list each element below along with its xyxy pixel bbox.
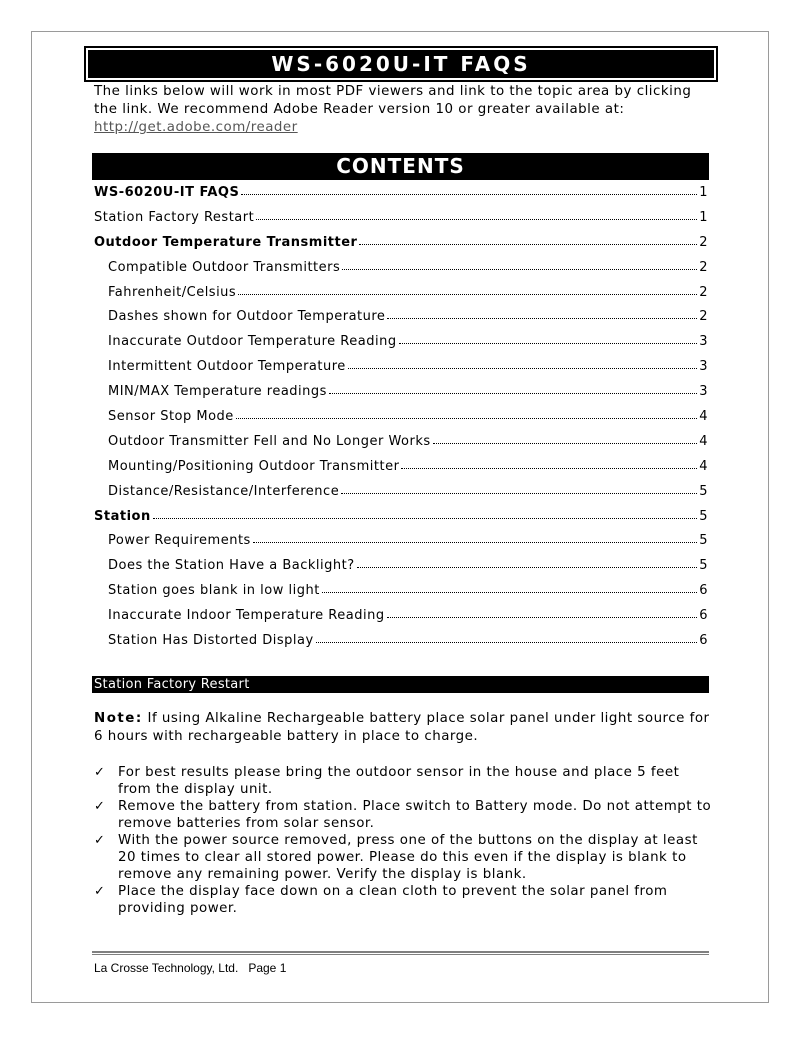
contents-heading: CONTENTS [92, 153, 709, 180]
toc-entry-title: Station goes blank in low light [108, 583, 320, 599]
toc-entry[interactable] [94, 554, 708, 579]
toc-dot-leader [316, 633, 698, 643]
toc-entry-page: 6 [699, 583, 708, 599]
toc-entry-title: Station Has Distorted Display [108, 633, 314, 649]
toc-dot-leader [399, 334, 698, 344]
footer-divider [92, 951, 709, 955]
checkmark-icon: ✓ [94, 884, 106, 899]
checkmark-icon: ✓ [94, 799, 106, 814]
checkmark-icon: ✓ [94, 833, 106, 848]
checkmark-icon: ✓ [94, 765, 106, 780]
toc-entry-title: Sensor Stop Mode [108, 409, 234, 425]
toc-entry[interactable] [94, 480, 708, 505]
toc-entry[interactable] [94, 604, 708, 629]
toc-entry-title: Outdoor Temperature Transmitter [94, 234, 358, 250]
toc-entry-page: 1 [699, 185, 708, 200]
toc-entry-page: 5 [699, 508, 708, 524]
toc-entry-page: 6 [699, 633, 708, 649]
toc-entry[interactable] [94, 281, 708, 306]
step-text: Remove the battery from station. Place switch to Battery mode. Do not attempt to remove batteries from solar sensor. [118, 799, 712, 831]
document-title-box [84, 46, 718, 82]
toc-entry-page: 3 [699, 334, 708, 350]
footer-page-number: Page 1 [248, 961, 287, 975]
toc-entry-title: Inaccurate Outdoor Temperature Reading [108, 334, 397, 350]
toc-entry[interactable] [94, 505, 708, 530]
toc-entry-title: Outdoor Transmitter Fell and No Longer Works [108, 433, 431, 449]
note-label: Note: [94, 711, 143, 726]
toc-dot-leader [256, 210, 697, 220]
toc-entry[interactable] [94, 181, 708, 206]
toc-entry-title: Mounting/Positioning Outdoor Transmitter [108, 458, 400, 474]
toc-entry[interactable] [94, 231, 708, 256]
toc-entry-page: 2 [699, 234, 708, 250]
toc-entry-page: 2 [699, 259, 708, 275]
toc-entry[interactable] [94, 579, 708, 604]
step-text: Place the display face down on a clean cloth to prevent the solar panel from providing power. [118, 884, 668, 916]
toc-entry-page: 6 [699, 608, 708, 624]
note-paragraph [94, 710, 712, 746]
note-text: If using Alkaline Rechargeable battery place solar panel under light source for 6 hours with rechargeable battery in place to charge. [94, 711, 710, 744]
list-item [94, 883, 712, 917]
toc-entry-page: 4 [699, 433, 708, 449]
document-title: WS-6020U-IT FAQS [88, 50, 714, 78]
toc-entry[interactable] [94, 355, 708, 380]
toc-entry-title: Intermittent Outdoor Temperature [108, 359, 346, 375]
step-text: For best results please bring the outdoor sensor in the house and place 5 feet from the display unit. [118, 765, 680, 797]
toc-entry-page: 3 [699, 359, 708, 375]
toc-entry-title: WS-6020U-IT FAQS [94, 185, 240, 200]
toc-entry[interactable] [94, 330, 708, 355]
toc-dot-leader [329, 384, 697, 394]
toc-dot-leader [357, 558, 698, 568]
toc-entry[interactable] [94, 305, 708, 330]
toc-entry[interactable] [94, 529, 708, 554]
toc-dot-leader [241, 185, 697, 195]
restart-steps-list [94, 764, 712, 917]
toc-entry-title: Fahrenheit/Celsius [108, 284, 237, 300]
toc-entry-title: Does the Station Have a Backlight? [108, 558, 355, 574]
toc-entry[interactable] [94, 256, 708, 281]
toc-entry[interactable] [94, 629, 708, 654]
toc-entry-page: 4 [699, 458, 708, 474]
toc-entry[interactable] [94, 430, 708, 455]
toc-entry-title: Compatible Outdoor Transmitters [108, 259, 341, 275]
toc-dot-leader [341, 484, 697, 494]
toc-entry-title: Station [94, 508, 151, 524]
toc-entry[interactable] [94, 405, 708, 430]
toc-entry-page: 1 [699, 209, 708, 225]
toc-entry-page: 5 [699, 533, 708, 549]
intro-text: The links below will work in most PDF viewers and link to the topic area by clicking the link. We recommend Adobe Reader version 10 or greater available at: [94, 84, 692, 117]
toc-entry-title: Inaccurate Indoor Temperature Reading [108, 608, 385, 624]
toc-dot-leader [433, 434, 698, 444]
toc-entry-title: Distance/Resistance/Interference [108, 483, 340, 499]
toc-entry-page: 3 [699, 384, 708, 400]
toc-entry-title: Power Requirements [108, 533, 251, 549]
footer [94, 960, 286, 976]
toc-entry-page: 5 [699, 558, 708, 574]
toc-dot-leader [359, 235, 697, 245]
toc-dot-leader [236, 409, 697, 419]
list-item [94, 764, 712, 798]
toc-dot-leader [387, 608, 698, 618]
step-text: With the power source removed, press one of the buttons on the display at least 20 times to clear all stored power. Please do this even if the display is blank to remove any remaining power. Verify the display is blank. [118, 833, 698, 882]
toc-entry-title: MIN/MAX Temperature readings [108, 384, 327, 400]
intro-paragraph [94, 83, 714, 137]
toc-entry-page: 2 [699, 309, 708, 325]
toc-dot-leader [342, 260, 697, 270]
table-of-contents [94, 181, 708, 654]
toc-dot-leader [322, 583, 697, 593]
toc-dot-leader [387, 309, 697, 319]
toc-dot-leader [401, 459, 697, 469]
section-heading-station-factory-restart: Station Factory Restart [92, 676, 709, 693]
toc-entry-page: 4 [699, 409, 708, 425]
toc-dot-leader [238, 285, 697, 295]
footer-company: La Crosse Technology, Ltd. [94, 961, 239, 975]
toc-dot-leader [348, 359, 697, 369]
toc-entry-page: 5 [699, 483, 708, 499]
toc-entry[interactable] [94, 206, 708, 231]
toc-dot-leader [253, 533, 697, 543]
list-item [94, 832, 712, 883]
toc-dot-leader [153, 509, 698, 519]
toc-entry-page: 2 [699, 284, 708, 300]
toc-entry[interactable] [94, 455, 708, 480]
list-item [94, 798, 712, 832]
adobe-reader-link[interactable]: http://get.adobe.com/reader [94, 120, 298, 135]
toc-entry-title: Station Factory Restart [94, 209, 255, 225]
toc-entry[interactable] [94, 380, 708, 405]
toc-entry-title: Dashes shown for Outdoor Temperature [108, 309, 386, 325]
